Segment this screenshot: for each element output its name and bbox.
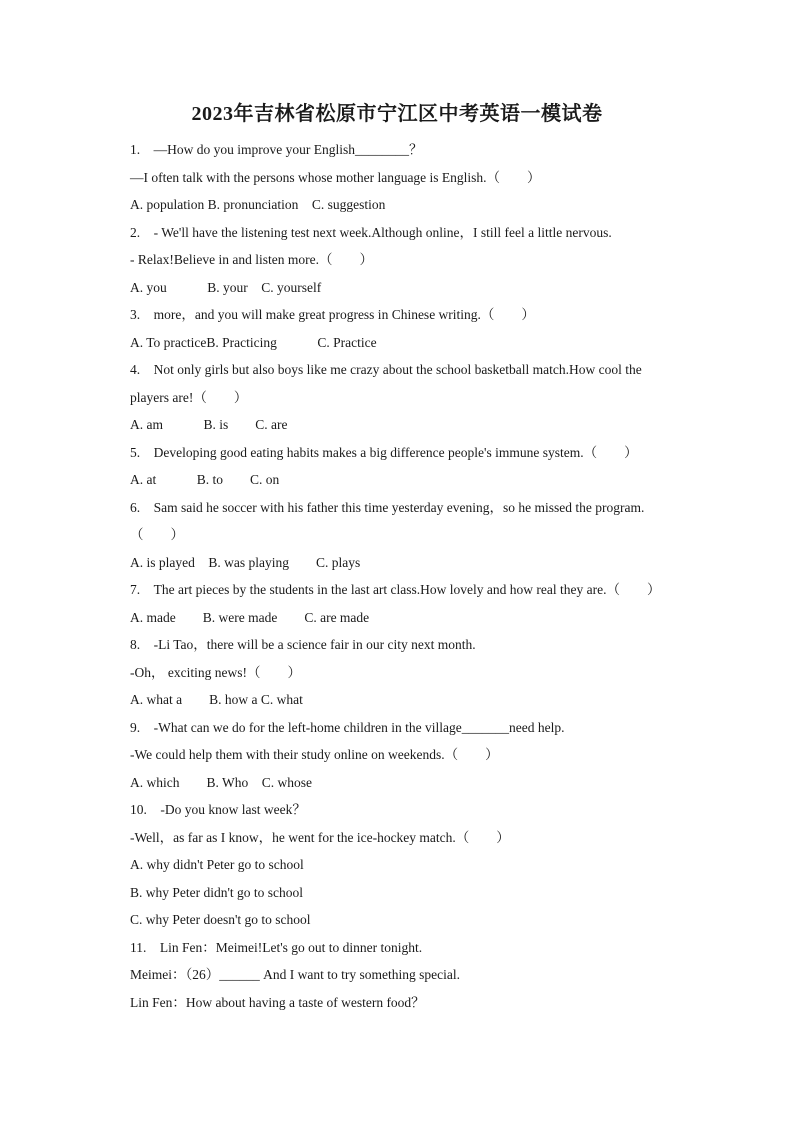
question-line: A. am B. is C. are xyxy=(130,417,288,432)
question-line: Lin Fen：How about having a taste of western food？ xyxy=(130,994,425,1010)
question-line: - Relax!Believe in and listen more.（ ） xyxy=(130,252,373,267)
question-line: （ ） xyxy=(130,527,184,542)
question-line: A. at B. to C. on xyxy=(130,472,280,487)
question-line: 10. -Do you know last week？ xyxy=(130,802,306,817)
question-line: 3. more，and you will make great progress in Chinese writing.（ ） xyxy=(130,307,535,322)
question-line: players are!（ ） xyxy=(130,389,248,405)
question-line: 5. Developing good eating habits makes a big difference people's immune system.（ ） xyxy=(130,444,638,460)
question-line: 8. -Li Tao，there will be a science fair in our city next month. xyxy=(130,637,476,652)
question-line: Meimei：（26）______ And I want to try something special. xyxy=(130,967,460,982)
question-line: B. why Peter didn't go to school xyxy=(130,884,304,900)
question-line: A. is played B. was playing C. plays xyxy=(130,554,361,570)
question-line: A. population B. pronunciation C. suggestion xyxy=(130,197,386,212)
question-line: A. made B. were made C. are made xyxy=(130,609,370,625)
question-line: 1. —How do you improve your English________？ xyxy=(130,142,423,157)
question-line: C. why Peter doesn't go to school xyxy=(130,912,311,927)
question-line: -Oh， exciting news!（ ） xyxy=(130,664,301,680)
question-line: -We could help them with their study online on weekends.（ ） xyxy=(130,747,499,762)
question-line: A. which B. Who C. whose xyxy=(130,774,312,790)
question-line: 4. Not only girls but also boys like me crazy about the school basketball match.How cool the xyxy=(130,362,642,377)
question-line: 7. The art pieces by the students in the last art class.How lovely and how real they are.（ ） xyxy=(130,582,661,597)
question-line: -Well，as far as I know，he went for the ice-hockey match.（ ） xyxy=(130,829,510,845)
question-line: A. what a B. how a C. what xyxy=(130,692,303,707)
question-line: 6. Sam said he soccer with his father this time yesterday evening，so he missed the program. xyxy=(130,499,645,515)
question-list xyxy=(130,136,690,1016)
question-line: 9. -What can we do for the left-home children in the village_______need help. xyxy=(130,719,565,735)
exam-title: 2023年吉林省松原市宁江区中考英语一模试卷 xyxy=(191,103,603,125)
question-line: A. why didn't Peter go to school xyxy=(130,857,304,872)
question-line: —I often talk with the persons whose mother language is English.（ ） xyxy=(130,169,541,185)
question-line: 11. Lin Fen：Meimei!Let's go out to dinner tonight. xyxy=(130,939,423,955)
question-line: A. To practiceB. Practicing C. Practice xyxy=(130,334,377,350)
question-line: 2. - We'll have the listening test next week.Although online，I still feel a little nervous. xyxy=(130,224,612,240)
question-line: A. you B. your C. yourself xyxy=(130,279,322,295)
